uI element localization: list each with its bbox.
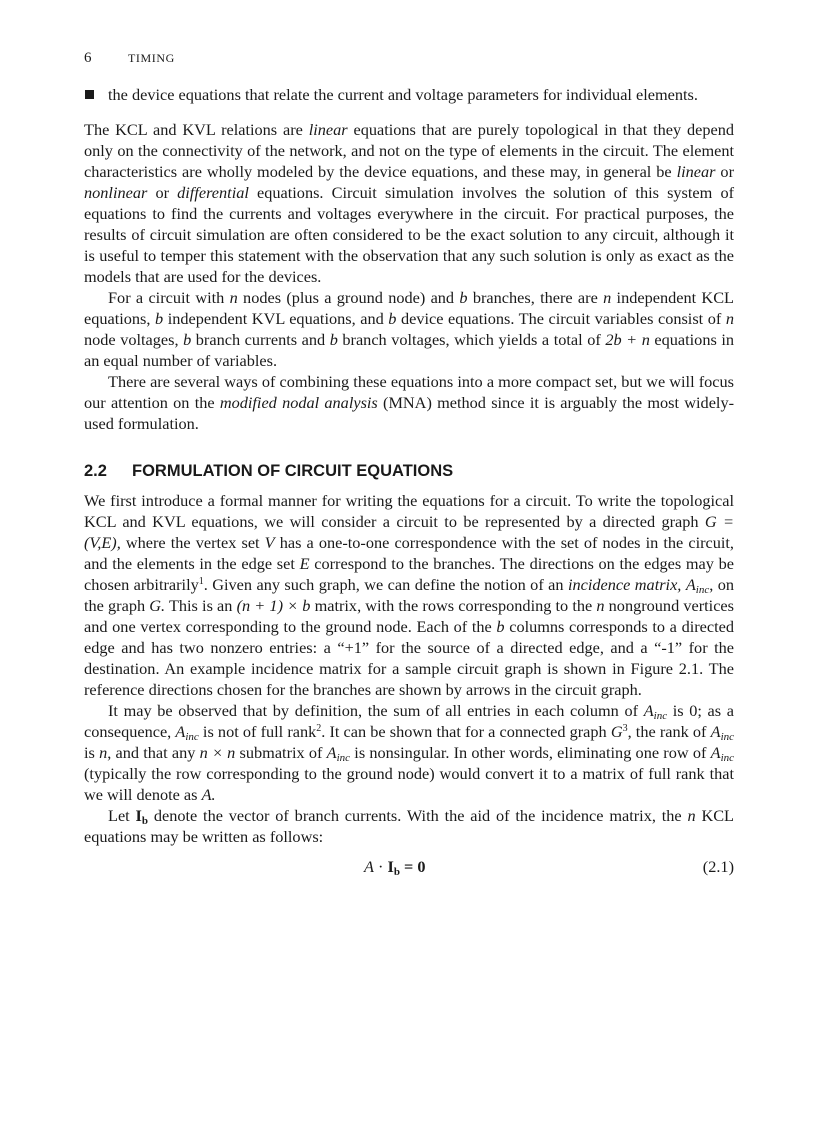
text: , the rank of bbox=[627, 722, 711, 741]
math-subscript: inc bbox=[720, 752, 735, 764]
text: The KCL and KVL relations are bbox=[84, 120, 309, 139]
math-a: A bbox=[685, 575, 696, 594]
math-dimension: (n + 1) × b bbox=[236, 596, 311, 615]
text: (MNA) method since it is arguably the most widely-used formulation. bbox=[84, 393, 735, 433]
math-graph: G = (V,E), bbox=[84, 512, 734, 552]
text: node voltages, bbox=[84, 330, 184, 349]
math-n: n bbox=[596, 596, 605, 615]
math-n: n bbox=[229, 288, 238, 307]
running-head bbox=[84, 48, 734, 68]
text: equations in an equal number of variables. bbox=[84, 330, 735, 370]
section-number: 2.2 bbox=[84, 462, 107, 480]
text: or bbox=[147, 183, 178, 202]
math-b: b bbox=[459, 288, 468, 307]
paragraph-rank bbox=[84, 700, 734, 805]
equation-number: (2.1) bbox=[702, 857, 734, 876]
math-a: A. bbox=[201, 785, 216, 804]
math-b: b bbox=[388, 309, 397, 328]
math-n: n bbox=[725, 309, 734, 328]
paragraph-mna bbox=[84, 371, 734, 434]
text: or bbox=[715, 162, 734, 181]
bullet-square-icon bbox=[85, 90, 94, 99]
math-b: b bbox=[329, 330, 338, 349]
math-g: G bbox=[610, 722, 623, 741]
bullet-item bbox=[84, 84, 734, 105]
math-a: A bbox=[710, 722, 721, 741]
math-a: A bbox=[175, 722, 186, 741]
math-i-bold: I bbox=[387, 857, 394, 876]
math-rhs: = 0 bbox=[399, 857, 426, 876]
page bbox=[84, 48, 734, 879]
math-i-bold: I bbox=[135, 806, 142, 825]
footnote-marker[interactable]: 2 bbox=[316, 723, 322, 734]
math-a: A bbox=[364, 857, 374, 876]
math-dot: · bbox=[373, 857, 388, 876]
text: , on the graph bbox=[84, 575, 735, 615]
math-subscript: inc bbox=[720, 731, 735, 743]
math-a: A bbox=[643, 701, 654, 720]
math-total: 2b + n bbox=[605, 330, 650, 349]
emphasis: linear bbox=[676, 162, 716, 181]
math-e: E bbox=[299, 554, 310, 573]
math-a: A bbox=[326, 743, 337, 762]
text: correspond to the branches. The directions on the edges may be chosen arbitrarily bbox=[84, 554, 734, 594]
emphasis: linear bbox=[308, 120, 348, 139]
paragraph-node-count bbox=[84, 287, 734, 371]
text: is not of full rank bbox=[198, 722, 317, 741]
text: is nonsingular. In other words, eliminating one row of bbox=[350, 743, 711, 762]
text: . Given any such graph, we can define the notion of an bbox=[203, 575, 568, 594]
text: nonground vertices and one vertex corresponding to the ground node. Each of the bbox=[84, 596, 734, 636]
math-subscript: b bbox=[393, 866, 400, 878]
text: independent KVL equations, and bbox=[163, 309, 389, 328]
emphasis: incidence matrix, bbox=[567, 575, 682, 594]
footnote-marker[interactable]: 3 bbox=[622, 723, 628, 734]
emphasis: modified nodal analysis bbox=[219, 393, 378, 412]
math-b: b bbox=[183, 330, 192, 349]
text: is bbox=[84, 743, 100, 762]
math-subscript: b bbox=[141, 815, 148, 827]
text: has a one-to-one correspondence with the set of nodes in the circuit, and the elements in the edge set bbox=[84, 533, 734, 573]
paragraph-kcl-kvl bbox=[84, 119, 734, 287]
math-subscript: inc bbox=[185, 731, 199, 743]
math-b: b bbox=[496, 617, 505, 636]
math-n: n bbox=[603, 288, 612, 307]
math-n: n bbox=[99, 743, 108, 762]
text: independent KCL equations, bbox=[84, 288, 734, 328]
section-title: FORMULATION OF CIRCUIT EQUATIONS bbox=[132, 462, 454, 480]
text: (typically the row corresponding to the ground node) would convert it to a matrix of full rank that we will denote as bbox=[84, 764, 734, 804]
text: submatrix of bbox=[235, 743, 327, 762]
text: where the vertex set bbox=[120, 533, 265, 552]
text: It may be observed that by definition, the sum of all entries in each column of bbox=[108, 701, 644, 720]
math-a: A bbox=[710, 743, 721, 762]
text: For a circuit with bbox=[108, 288, 230, 307]
paragraph-incidence-matrix bbox=[84, 490, 734, 700]
math-v: V bbox=[264, 533, 275, 552]
math-g: G. bbox=[149, 596, 166, 615]
text: device equations. The circuit variables consist of bbox=[396, 309, 726, 328]
running-head-section: TIMING bbox=[128, 51, 175, 65]
math-n: n bbox=[687, 806, 696, 825]
equation-2-1 bbox=[84, 855, 734, 879]
text: equations that are purely topological in that they depend only on the connectivity of the network, and not on the type of elements in the circuit. The element characteristics are wholly modeled by the device equations, and these may, in general be bbox=[84, 120, 734, 181]
math-subscript: inc bbox=[653, 710, 668, 722]
emphasis: differential bbox=[177, 183, 249, 202]
text: , and that any bbox=[107, 743, 200, 762]
text: branches, there are bbox=[467, 288, 604, 307]
text: We first introduce a formal manner for writing the equations for a circuit. To write the topological KCL and KVL equations, we will consider a circuit to be represented by a directed graph bbox=[84, 491, 734, 531]
text: Let bbox=[108, 806, 136, 825]
text: KCL equations may be written as follows: bbox=[84, 806, 735, 846]
math-subscript: inc bbox=[336, 752, 351, 764]
page-number: 6 bbox=[84, 50, 92, 66]
footnote-marker[interactable]: 1 bbox=[198, 576, 204, 587]
text: branch voltages, which yields a total of bbox=[337, 330, 606, 349]
text: matrix, with the rows corresponding to the bbox=[310, 596, 597, 615]
text: There are several ways of combining these equations into a more compact set, but we will focus our attention on the bbox=[84, 372, 734, 412]
text: nodes (plus a ground node) and bbox=[237, 288, 460, 307]
emphasis: nonlinear bbox=[84, 183, 148, 202]
math-b: b bbox=[155, 309, 164, 328]
text: equations. Circuit simulation involves the solution of this system of equations to find the currents and voltages everywhere in the circuit. For practical purposes, the results of circuit simulation are often considered to be the exact solution to any circuit, although it is useful to temper this statement with the observation that any such solution is only as exact as the models that are used for the devices. bbox=[84, 183, 735, 286]
math-subscript: inc bbox=[695, 584, 710, 596]
math-nxn: n × n bbox=[199, 743, 236, 762]
paragraph-branch-currents bbox=[84, 805, 734, 847]
text: denote the vector of branch currents. With the aid of the incidence matrix, the bbox=[148, 806, 688, 825]
text: branch currents and bbox=[191, 330, 330, 349]
bullet-text: the device equations that relate the current and voltage parameters for individual elements. bbox=[108, 85, 698, 104]
equation-body bbox=[364, 855, 426, 879]
text: columns corresponds to a directed edge and has two nonzero entries: a “+1” for the source of a directed edge, and a “-1” for the destination. An example incidence matrix for a sample circuit graph is shown in Figure 2.1. The reference directions chosen for the branches are shown by arrows in the circuit graph. bbox=[84, 617, 734, 699]
text: This is an bbox=[165, 596, 237, 615]
text: is 0; as a consequence, bbox=[84, 701, 734, 741]
section-heading bbox=[84, 460, 734, 482]
text: . It can be shown that for a connected graph bbox=[321, 722, 611, 741]
